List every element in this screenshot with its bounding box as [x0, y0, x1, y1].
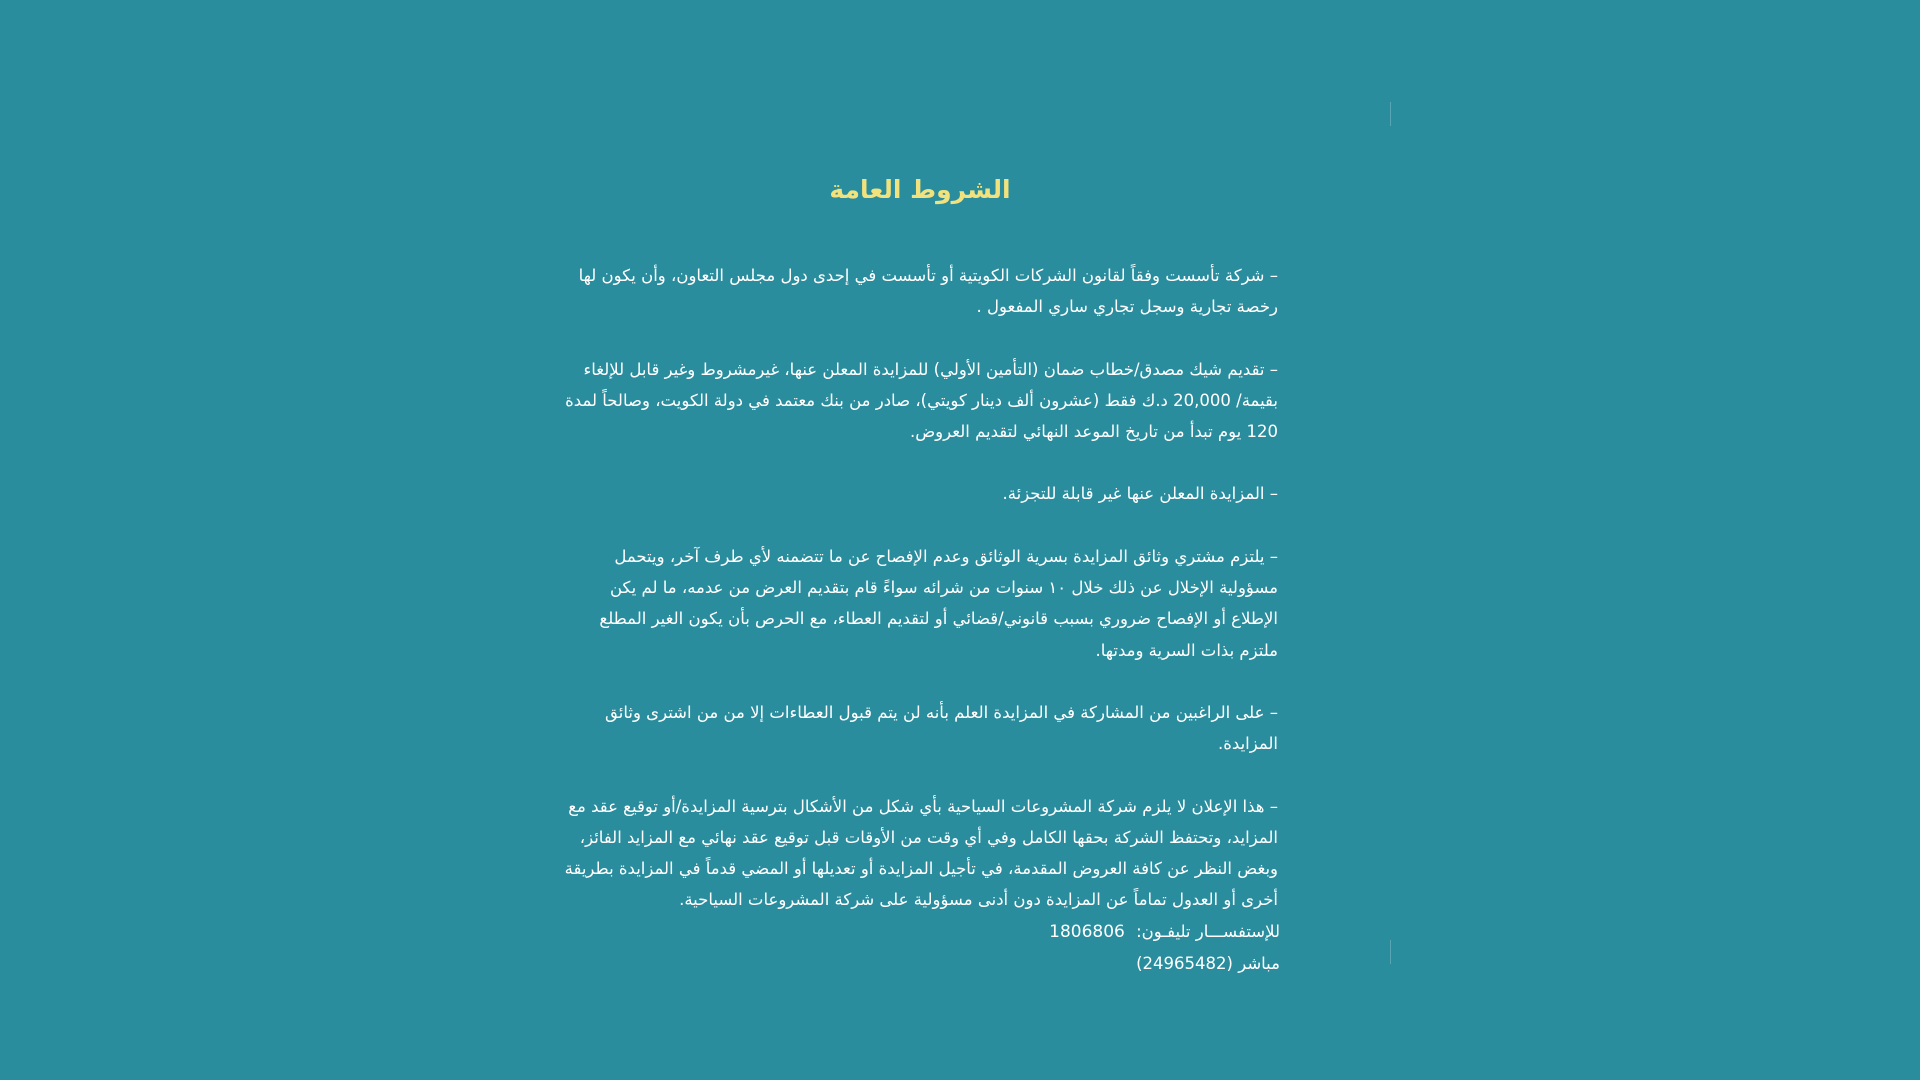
term-bid-acceptance: – على الراغبين من المشاركة في المزايدة العلم بأنه لن يتم قبول العطاءات إلا من من اشترى وثائق المزايدة.: [604, 702, 1278, 754]
term-company-rights: – هذا الإعلان لا يلزم شركة المشروعات السياحية بأي شكل من الأشكال بترسية المزايدة/أو توقيع عقد مع المزايد، وتحتفظ الشركة بحقها الكامل وفي أي وقت من الأوقات قبل توقيع عقد نهائي مع المزايد الفائز، وبغض النظر عن كافة العروض المقدمة، في تأجيل المزايدة أو تعديلها أو المضي قدماً في المزايدة بطريقة أخرى أو العدول تماماً عن المزايدة دون أدنى مسؤولية على شركة المشروعات السياحية.: [564, 796, 1278, 910]
term-confidentiality: – يلتزم مشتري وثائق المزايدة بسرية الوثائق وعدم الإفصاح عن ما تتضمنه لأي طرف آخر، ويتحمل مسؤولية الإخلال عن ذلك خلال ١٠ سنوات من شرائه سواءً قام بتقديم العرض من عدمه، ما لم يكن الإطلاع أو الإفصاح ضروري بسبب قانوني/قضائي أو لتقديم العطاء، مع الحرص بأن يكون الغير المطلع ملتزم بذات السرية ومدتها.: [599, 546, 1278, 660]
term-company-eligibility: – شركة تأسست وفقاً لقانون الشركات الكويتية أو تأسست في إحدى دول مجلس التعاون، وأن يكون لها رخصة تجارية وسجل تجاري ساري المفعول .: [578, 266, 1278, 317]
page-title: الشروط العامة: [829, 175, 1011, 204]
decorative-tick-bottom: [1390, 940, 1391, 964]
contact-inquiry: [560, 916, 1280, 948]
terms-panel: [560, 170, 1280, 979]
term-indivisible: – المزايدة المعلن عنها غير قابلة للتجزئة.: [1002, 484, 1278, 504]
contact-inquiry-label: للإستفســـار تليفـون:: [1136, 921, 1280, 941]
contact-inquiry-number: 1806806: [1049, 921, 1125, 942]
term-bank-guarantee: – تقديم شيك مصدق/خطاب ضمان (التأمين الأولي) للمزايدة المعلن عنها، غيرمشروط وغير قابل للإلغاء بقيمة/ 20,000 د.ك فقط (عشرون ألف دينار كويتي)، صادر من بنك معتمد في دولة الكويت، وصالحاً لمدة 120 يوم تبدأ من تاريخ الموعد النهائي لتقديم العروض.: [565, 359, 1278, 442]
decorative-tick-top: [1390, 102, 1391, 126]
contact-direct: مباشر (24965482): [1136, 954, 1280, 974]
